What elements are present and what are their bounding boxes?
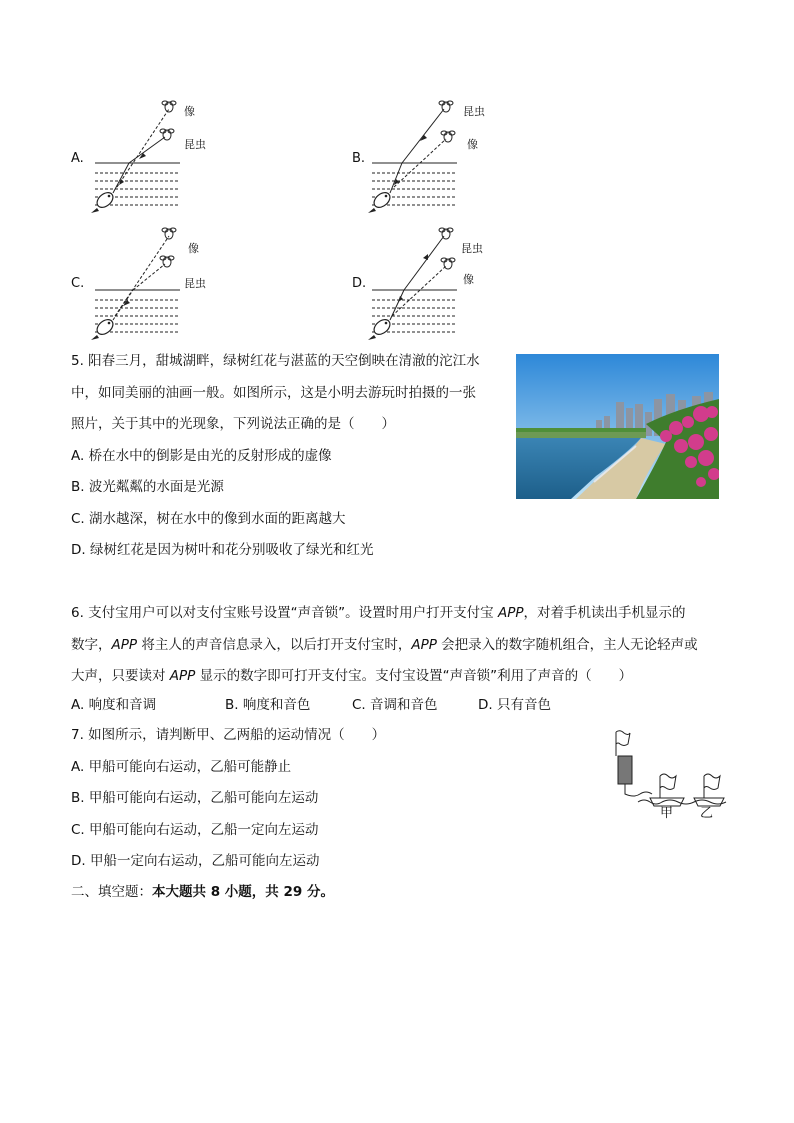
q6-stem-line-2 <box>71 630 731 662</box>
flag-jia <box>660 774 676 798</box>
shore-flag <box>616 731 630 756</box>
boat-yi-label: 乙 <box>700 806 714 821</box>
q4-option-d-top-label: 昆虫 <box>461 242 483 255</box>
q4-option-b-diagram <box>362 95 512 220</box>
q7-option-c[interactable]: C. 甲船可能向右运动，乙船一定向左运动 <box>71 821 319 838</box>
q6-line3-post: 显示的数字即可打开支付宝。支付宝设置“声音锁”利用了声音的（ ） <box>195 668 633 684</box>
q5-stem-line-2: 中，如同美丽的油画一般。如图所示，这是小明去游玩时拍摄的一张 <box>71 384 476 401</box>
q6-line2-pre: 数字， <box>71 636 112 653</box>
q4-option-a-diagram <box>85 95 235 220</box>
q4-option-b-top-label: 昆虫 <box>463 105 485 118</box>
section-2-prefix: 二、填空题： <box>71 884 152 900</box>
q6-line2-post: 会把录入的数字随机组合，主人无论轻声或 <box>436 636 698 653</box>
q6-option-b[interactable]: B. 响度和音色 <box>225 697 311 713</box>
q4-option-b-letter[interactable]: B. <box>352 151 366 166</box>
q5-option-a[interactable]: A. 桥在水中的倒影是由光的反射形成的虚像 <box>71 447 332 464</box>
lake-photo <box>516 354 719 499</box>
q5-option-d[interactable]: D. 绿树红花是因为树叶和花分别吸收了绿光和红光 <box>71 542 374 558</box>
q7-question <box>71 720 591 878</box>
q5-option-c[interactable]: C. 湖水越深，树在水中的像到水面的距离越大 <box>71 510 346 527</box>
q6-option-a[interactable]: A. 响度和音调 <box>71 697 157 713</box>
q7-option-b[interactable]: B. 甲船可能向右运动，乙船可能向左运动 <box>71 790 319 806</box>
ray-in-air <box>129 137 165 163</box>
q7-option-a[interactable]: A. 甲船可能向右运动，乙船可能静止 <box>71 758 292 775</box>
q6-app-term: APP <box>169 668 196 684</box>
fish-icon <box>91 317 116 340</box>
q7-option-d[interactable]: D. 甲船一定向右运动，乙船可能向左运动 <box>71 853 320 869</box>
q5-stem-line-3: 照片，关于其中的光现象，下列说法正确的是（ ） <box>71 416 395 432</box>
fish-icon <box>91 190 116 213</box>
section-2-heading <box>71 882 334 902</box>
section-2-description: 本大题共 8 小题，共 29 分。 <box>152 884 334 900</box>
q4-option-b-bottom-label: 像 <box>467 138 478 151</box>
fish-icon <box>368 190 393 213</box>
q4-option-d-bottom-label: 像 <box>463 273 474 286</box>
q4-option-a-top-label: 像 <box>184 105 195 118</box>
ray-to-image <box>117 109 169 187</box>
q6-question <box>71 598 731 693</box>
q4-option-a-bottom-label: 昆虫 <box>184 138 206 151</box>
q6-stem-line-1 <box>71 598 731 630</box>
q5-option-b[interactable]: B. 波光粼粼的水面是光源 <box>71 479 224 495</box>
q6-app-term: APP <box>111 636 138 653</box>
q4-option-c-diagram <box>85 222 235 347</box>
q4-option-c-letter[interactable]: C. <box>71 276 85 291</box>
q4-option-a-letter[interactable]: A. <box>71 151 84 166</box>
q6-option-c[interactable]: C. 音调和音色 <box>352 697 438 713</box>
q4-option-c-bottom-label: 昆虫 <box>184 277 206 290</box>
flag-yi <box>704 774 720 798</box>
q6-line1-post: ，对着手机读出手机显示的 <box>523 605 686 621</box>
q6-app-term: APP <box>497 605 524 621</box>
insect-icon <box>439 228 455 269</box>
boat-jia-label: 甲 <box>660 806 674 821</box>
q6-app-term: APP <box>411 636 437 653</box>
q4-option-c-top-label: 像 <box>188 242 199 255</box>
q4-option-d-diagram <box>362 222 512 347</box>
q6-line3-pre: 大声，只要读对 <box>71 668 170 684</box>
q6-option-d[interactable]: D. 只有音色 <box>478 697 551 713</box>
q6-stem-line-3 <box>71 661 731 693</box>
q5-stem-line-1: 5. 阳春三月，甜城湖畔，绿树红花与湛蓝的天空倒映在清澈的沱江水 <box>71 353 480 369</box>
fish-icon <box>368 317 393 340</box>
chimney <box>618 756 632 784</box>
q7-stem: 7. 如图所示，请判断甲、乙两船的运动情况（ ） <box>71 727 386 743</box>
q4-options <box>0 0 794 350</box>
q6-line2-mid: 将主人的声音信息录入，以后打开支付宝时， <box>137 636 412 653</box>
insect-icon <box>160 101 176 140</box>
q5-question <box>71 346 511 567</box>
insect-icon <box>439 101 455 142</box>
q4-option-d-letter[interactable]: D. <box>352 276 367 291</box>
insect-icon <box>160 228 176 267</box>
q6-line1-pre: 6. 支付宝用户可以对支付宝账号设置“声音锁”。设置时用户打开支付宝 <box>71 605 498 621</box>
